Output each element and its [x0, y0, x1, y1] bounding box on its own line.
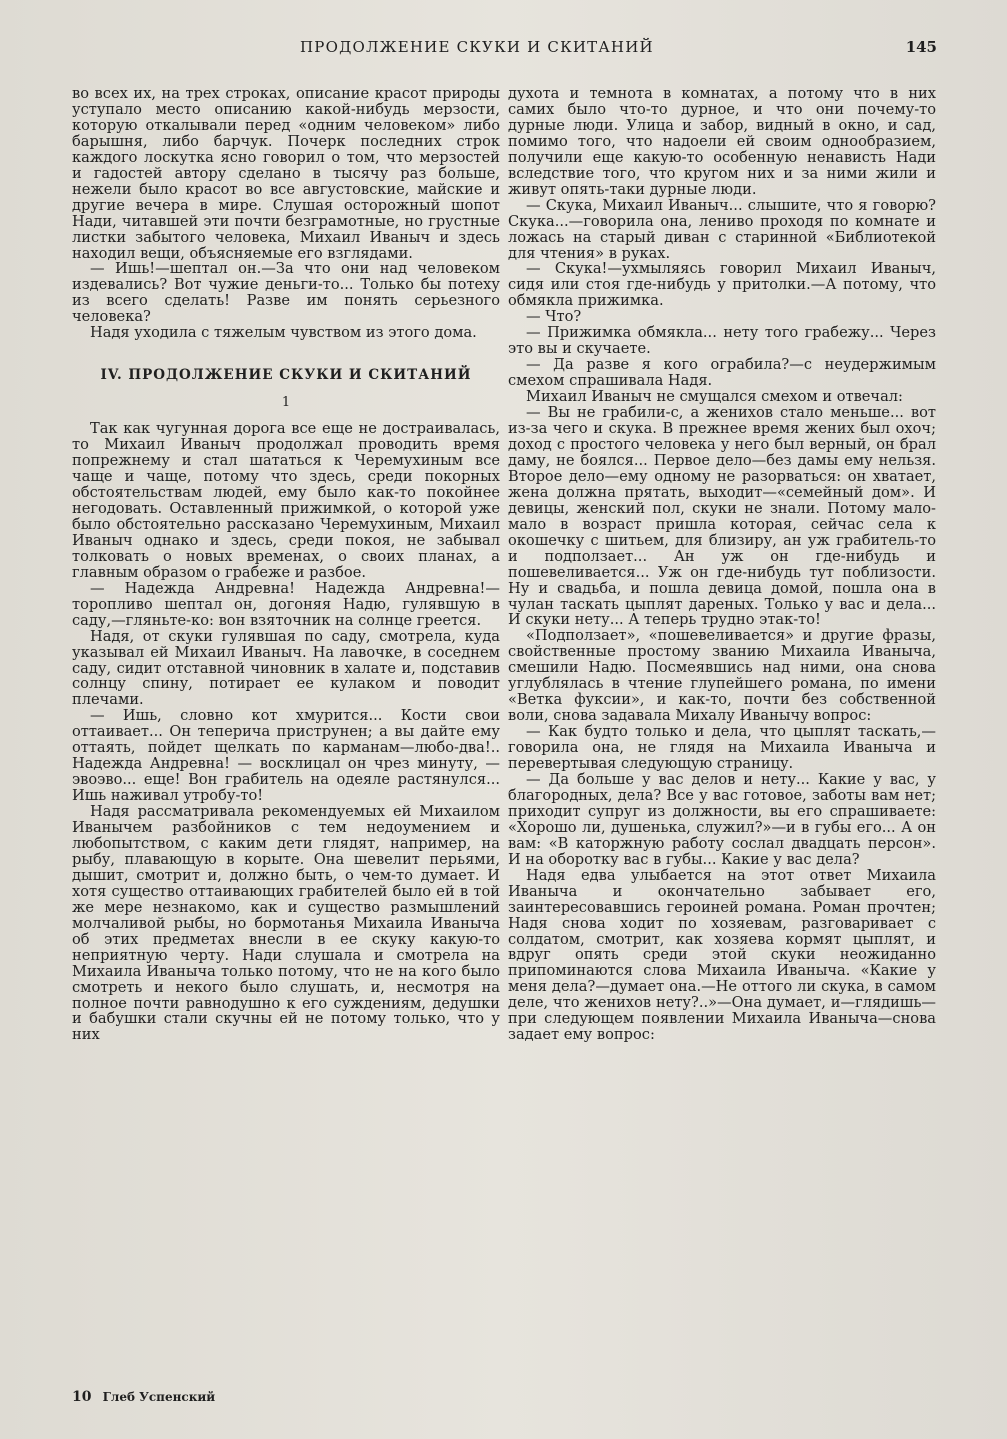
paragraph: Так как чугунная дорога все еще не достраивалась, то Михаил Иваныч продолжал проводить время попрежнему и стал шататься к Черемухиным все чаще и чаще, потому что здесь, среди покорных обстоятельствам людей, ему было как-то покойнее негодовать. Оставленный прижимкой, о которой уже было обстоятельно рассказано Черемухиным, Михаил Иваныч однако и здесь, среди покоя, не забывал толковать о новых временах, о своих планах, а главным образом о грабеже и разбое.	[72, 420, 500, 581]
signature-author: Глеб Успенский	[102, 1390, 216, 1404]
paragraph: «Подползает», «пошевеливается» и другие фразы, свойственные простому званию Михаила Иваныча, смешили Надю. Посмеявшись над ними, она снова углублялась в чтение глупейшего романа, по имени «Ветка фуксии», и как-то, почти без собственной воли, снова задавала Михалу Иванычу вопрос:	[508, 627, 936, 725]
paragraph: — Ишь, словно кот хмурится... Кости свои оттаивает... Он теперича приструнен; а вы дайте ему оттаять, пойдет щелкать по карманам—любо-два!.. Надежда Андревна! — восклицал он чрез минуту, — эвоэво... еще! Вон грабитель на одеяле растянулся... Ишь наживал утробу-то!	[72, 707, 500, 805]
paragraph: — Что?	[526, 308, 582, 326]
paragraph: — Да больше у вас делов и нету... Какие у вас, у благородных, дела? Все у вас готовое, заботы вам нет; приходит супруг из должности, вы его спрашиваете: «Хорошо ли, душенька, служил?»—и в губы его... А он вам: «В каторжную работу сослал двадцать персон». И на оборотку вас в губы... Какие у вас дела?	[508, 770, 936, 868]
chapter-heading: IV. ПРОДОЛЖЕНИЕ СКУКИ И СКИТАНИЙ	[100, 367, 472, 384]
paragraph: — Скука, Михаил Иваныч... слышите, что я говорю? Скука...—говорила она, лениво проходя по комнате и ложась на старый диван с старинной «Библиотекой для чтения» в руках.	[508, 196, 936, 262]
paragraph: — Прижимка обмякла... нету того грабежу... Через это вы и скучаете.	[508, 324, 936, 358]
paragraph: духота и темнота в комнатах, а потому что в них самих было что-то дурное, и что они почему-то дурные люди. Улица и забор, видный в окно, и сад, помимо того, что надоели ей своим однообразием, получили еще какую-то особенную ненависть Нади вследствие того, что кругом них и за ними жили и живут опять-таки дурные люди.	[508, 85, 936, 198]
paragraph: — Вы не грабили-с, а женихов стало меньше... вот из-за чего и скука. В прежнее время жених был охоч; доход с простого человека у него был верный, он брал даму, не боялся... Первое дело—без дамы ему нельзя. Второе дело—ему одному не разорваться: он хватает, жена должна прятать, выходит—«семейный дом». И девицы, женский пол, скуки не знали. Потому мало-мало в возраст пришла которая, сейчас села к окошечку с шитьем, для близиру, ан уж грабитель-то и подползает... Ан уж он где-нибудь и пошевеливается... Уж он где-нибудь тут поблизости. Ну и свадьба, и пошла девица домой, пошла она в чулан таскать цыплят дареных. Только у вас и дела... И скуки нету... А теперь трудно этак-то!	[508, 404, 936, 629]
paragraph: — Скука!—ухмыляясь говорил Михаил Иваныч, сидя или стоя где-нибудь у притолки.—А потому, что обмякла прижимка.	[508, 260, 936, 310]
paragraph: Надя едва улыбается на этот ответ Михаила Иваныча и окончательно забывает его, заинтересовавшись героиней романа. Роман прочтен; Надя снова ходит по хозяевам, разговаривает с солдатом, смотрит, как хозяева кормят цыплят, и вдруг опять среди этой скуки неожиданно припоминаются слова Михаила Иваныча. «Какие у меня дела?—думает она.—Не оттого ли скука, в самом деле, что женихов нету?..»—Она думает, и—глядишь—при следующем появлении Михаила Иваныча—снова задает ему вопрос:	[508, 866, 936, 1044]
page-number: 145	[905, 38, 937, 56]
section-number: 1	[281, 395, 291, 411]
left-column	[72, 86, 500, 1043]
paragraph: — Ишь!—шептал он.—За что они над человеком издевались? Вот чужие деньги-то... Только бы потеху из всего сделать! Разве им понять серьезного человека?	[72, 260, 500, 326]
paragraph: во всех их, на трех строках, описание красот природы уступало место описанию какой-нибудь мерзости, которую откалывали перед «одним человеком» либо барышня, либо барчук. Почерк последних строк каждого лоскутка ясно говорил о том, что мерзостей и гадостей автору сделано в тысячу раз больше, нежели было красот во все августовские, майские и другие вечера в мире. Слушая осторожный шопот Нади, читавшей эти почти безграмотные, но грустные листки забытого человека, Михаил Иваныч и здесь находил вещи, объясняемые его взглядами.	[72, 85, 500, 262]
footer-signature	[72, 1386, 215, 1406]
running-title: ПРОДОЛЖЕНИЕ СКУКИ И СКИТАНИЙ	[300, 38, 654, 56]
paragraph: — Как будто только и дела, что цыплят таскать,—говорила она, не глядя на Михаила Иваныча и перевертывая следующую страницу.	[508, 723, 936, 773]
signature-number: 10	[72, 1389, 92, 1405]
paragraph: Надя уходила с тяжелым чувством из этого дома.	[90, 324, 477, 342]
right-column	[508, 86, 936, 1043]
paragraph: Надя, от скуки гулявшая по саду, смотрела, куда указывал ей Михаил Иваныч. На лавочке, в соседнем саду, сидит отставной чиновник в халате и, подставив солнцу спину, потирает ее кулаком и поводит плечами.	[72, 627, 500, 709]
paragraph: — Надежда Андревна! Надежда Андревна!—торопливо шептал он, догоняя Надю, гулявшую в саду,—гляньте-ко: вон взяточник на солнце греется.	[72, 579, 500, 629]
running-head	[0, 38, 1007, 58]
paragraph: Михаил Иваныч не смущался смехом и отвечал:	[526, 388, 903, 406]
paragraph: — Да разве я кого ограбила?—с неудержимым смехом спрашивала Надя.	[508, 356, 936, 390]
paragraph: Надя рассматривала рекомендуемых ей Михаилом Иванычем разбойников с тем недоумением и любопытством, с каким дети глядят, например, на рыбу, плавающую в корыте. Она шевелит перьями, дышит, смотрит и, должно быть, о чем-то думает. И хотя существо оттаивающих грабителей было ей в той же мере незнакомо, как и существо размышлений молчаливой рыбы, но бормотанья Михаила Иваныча об этих предметах внесли в ее скуку какую-то неприятную черту. Нади слушала и смотрела на Михаила Иваныча только потому, что не на кого было смотреть и некого было слушать, и, несмотря на полное почти равнодушно к его суждениям, дедушки и бабушки стали скучны ей не потому только, что у них	[72, 803, 500, 1044]
